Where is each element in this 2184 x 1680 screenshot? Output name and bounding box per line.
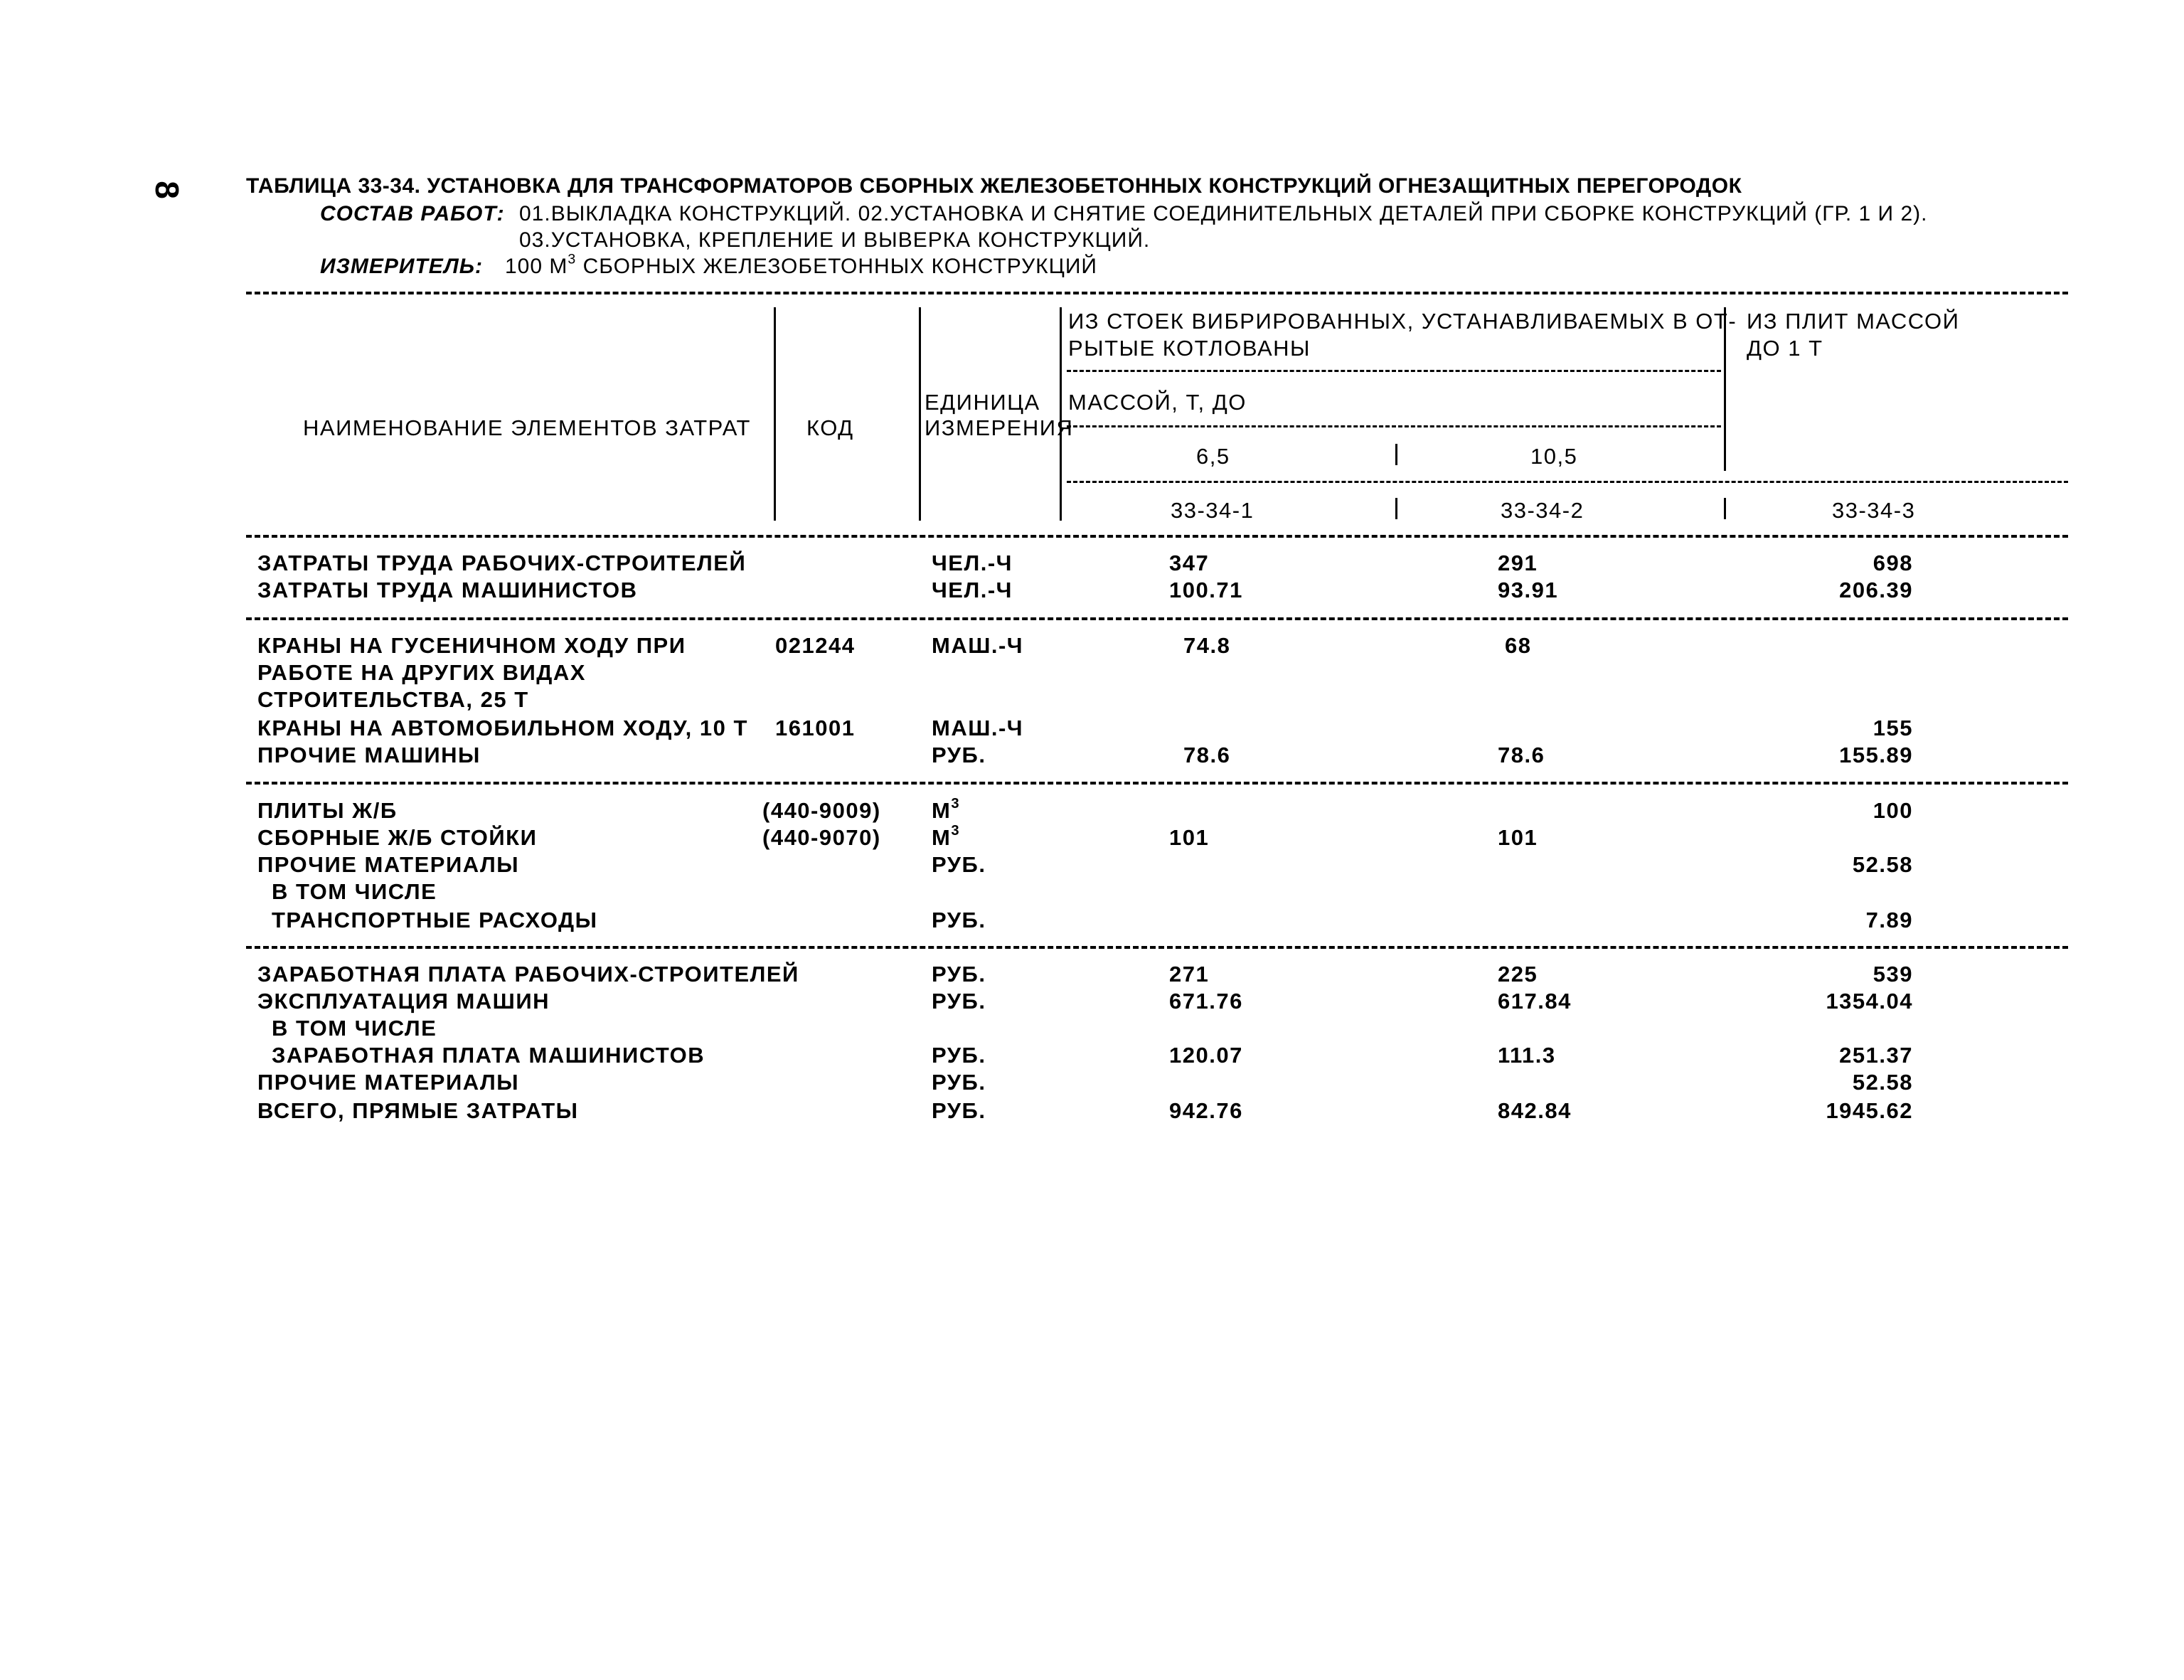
row-value-33-34-1: 271 xyxy=(1169,962,1210,987)
row-unit: РУБ. xyxy=(932,1070,986,1095)
row-name: КРАНЫ НА ГУСЕНИЧНОМ ХОДУ ПРИ xyxy=(257,633,686,658)
row-value-33-34-1: 101 xyxy=(1169,825,1210,850)
header-unit-column-1: ЕДИНИЦА xyxy=(925,390,1040,415)
row-code: (440-9009) xyxy=(762,798,881,823)
row-name: ЭКСПЛУАТАЦИЯ МАШИН xyxy=(257,989,550,1014)
row-unit: РУБ. xyxy=(932,908,986,932)
rule-mass-under xyxy=(1067,425,1721,427)
row-value-33-34-3: 251.37 xyxy=(1839,1043,1913,1068)
header-col-code-3: 33-34-3 xyxy=(1832,498,1916,523)
row-unit: РУБ. xyxy=(932,962,986,987)
row-value-33-34-2: 225 xyxy=(1498,962,1538,987)
row-name: РАБОТЕ НА ДРУГИХ ВИДАХ xyxy=(257,660,586,685)
row-value-33-34-3: 7.89 xyxy=(1865,908,1913,932)
row-code: 161001 xyxy=(775,716,856,740)
rule-section-3 xyxy=(246,782,2068,785)
header-name-column: НАИМЕНОВАНИЕ ЭЛЕМЕНТОВ ЗАТРАТ xyxy=(303,415,751,440)
row-code: (440-9070) xyxy=(762,825,881,850)
header-group-a-line-1: ИЗ СТОЕК ВИБРИРОВАННЫХ, УСТАНАВЛИВАЕМЫХ В ОТ- xyxy=(1068,309,1737,334)
row-name: В ТОМ ЧИСЛЕ xyxy=(272,1016,437,1041)
header-group-b-line-2: ДО 1 Т xyxy=(1747,336,1823,361)
row-value-33-34-2: 101 xyxy=(1498,825,1538,850)
rule-section-4 xyxy=(246,946,2068,949)
row-name: ПЛИТЫ Ж/Б xyxy=(257,798,398,823)
row-value-33-34-2: 78.6 xyxy=(1498,743,1545,767)
vbar-2 xyxy=(919,307,921,521)
header-code-column: КОД xyxy=(806,415,854,440)
row-value-33-34-3: 100 xyxy=(1873,798,1913,823)
page-number: 8 xyxy=(148,181,186,199)
rule-group-a-under xyxy=(1067,370,1721,372)
header-mass-2: 10,5 xyxy=(1530,444,1578,469)
row-value-33-34-2: 617.84 xyxy=(1498,989,1572,1014)
row-value-33-34-3: 52.58 xyxy=(1852,1070,1913,1095)
row-value-33-34-2: 111.3 xyxy=(1498,1043,1556,1068)
row-value-33-34-3: 52.58 xyxy=(1852,852,1913,877)
header-mass-1: 6,5 xyxy=(1196,444,1230,469)
work-composition-line-2: 03.УСТАНОВКА, КРЕПЛЕНИЕ И ВЫВЕРКА КОНСТРУКЦИЙ. xyxy=(519,228,1151,252)
row-name: ВСЕГО, ПРЯМЫЕ ЗАТРАТЫ xyxy=(257,1098,579,1123)
row-name: ЗАТРАТЫ ТРУДА РАБОЧИХ-СТРОИТЕЛЕЙ xyxy=(257,551,747,575)
row-value-33-34-3: 155.89 xyxy=(1839,743,1913,767)
vbar-5 xyxy=(1395,444,1397,465)
row-unit: $М^3$ xyxy=(932,822,961,850)
row-unit: РУБ. xyxy=(932,1043,986,1068)
row-name: ТРАНСПОРТНЫЕ РАСХОДЫ xyxy=(272,908,598,932)
rule-section-2 xyxy=(246,617,2068,620)
row-name: ЗАТРАТЫ ТРУДА МАШИНИСТОВ xyxy=(257,578,638,602)
header-group-a-line-2: РЫТЫЕ КОТЛОВАНЫ xyxy=(1068,336,1311,361)
row-value-33-34-1: 942.76 xyxy=(1169,1098,1243,1123)
header-col-code-2: 33-34-2 xyxy=(1501,498,1584,523)
row-unit: ЧЕЛ.-Ч xyxy=(932,578,1013,602)
row-name: ЗАРАБОТНАЯ ПЛАТА РАБОЧИХ-СТРОИТЕЛЕЙ xyxy=(257,962,799,987)
row-value-33-34-3: 206.39 xyxy=(1839,578,1913,602)
row-code: 021244 xyxy=(775,633,856,658)
measure-label: ИЗМЕРИТЕЛЬ: xyxy=(320,255,483,278)
row-value-33-34-1: 671.76 xyxy=(1169,989,1243,1014)
rule-header-bottom xyxy=(246,535,2068,538)
row-value-33-34-2: 842.84 xyxy=(1498,1098,1572,1123)
header-group-b-line-1: ИЗ ПЛИТ МАССОЙ xyxy=(1747,309,1960,334)
row-name: ПРОЧИЕ МАТЕРИАЛЫ xyxy=(257,852,520,877)
row-name: ЗАРАБОТНАЯ ПЛАТА МАШИНИСТОВ xyxy=(272,1043,705,1068)
row-value-33-34-3: 1354.04 xyxy=(1826,989,1913,1014)
rule-mass-values-under xyxy=(1067,481,2068,483)
vbar-3 xyxy=(1060,307,1062,521)
row-unit: РУБ. xyxy=(932,1098,986,1123)
row-unit: $М^3$ xyxy=(932,795,961,823)
row-unit: МАШ.-Ч xyxy=(932,633,1024,658)
row-value-33-34-3: 698 xyxy=(1873,551,1913,575)
row-value-33-34-1: 78.6 xyxy=(1183,743,1231,767)
row-name: ПРОЧИЕ МАШИНЫ xyxy=(257,743,481,767)
row-name: ПРОЧИЕ МАТЕРИАЛЫ xyxy=(257,1070,520,1095)
vbar-6 xyxy=(1395,498,1397,519)
row-name: СТРОИТЕЛЬСТВА, 25 Т xyxy=(257,687,529,712)
row-unit: РУБ. xyxy=(932,743,986,767)
row-value-33-34-3: 539 xyxy=(1873,962,1913,987)
row-name: В ТОМ ЧИСЛЕ xyxy=(272,879,437,904)
row-unit: РУБ. xyxy=(932,852,986,877)
row-name: КРАНЫ НА АВТОМОБИЛЬНОМ ХОДУ, 10 Т xyxy=(257,716,748,740)
row-unit: ЧЕЛ.-Ч xyxy=(932,551,1013,575)
row-value-33-34-2: 68 xyxy=(1505,633,1532,658)
row-value-33-34-1: 100.71 xyxy=(1169,578,1243,602)
row-value-33-34-1: 347 xyxy=(1169,551,1210,575)
row-unit: МАШ.-Ч xyxy=(932,716,1024,740)
row-value-33-34-1: 74.8 xyxy=(1183,633,1231,658)
row-value-33-34-2: 291 xyxy=(1498,551,1538,575)
row-value-33-34-3: 155 xyxy=(1873,716,1913,740)
header-col-code-1: 33-34-1 xyxy=(1171,498,1255,523)
header-mass-label: МАССОЙ, Т, ДО xyxy=(1068,390,1247,415)
row-value-33-34-2: 93.91 xyxy=(1498,578,1559,602)
row-unit: РУБ. xyxy=(932,989,986,1014)
row-value-33-34-1: 120.07 xyxy=(1169,1043,1243,1068)
measure-value: 100 $М^3$ СБОРНЫХ ЖЕЛЕЗОБЕТОННЫХ КОНСТРУКЦИЙ xyxy=(505,251,1097,278)
work-composition-label: СОСТАВ РАБОТ: xyxy=(320,202,505,225)
work-composition-line-1: 01.ВЫКЛАДКА КОНСТРУКЦИЙ. 02.УСТАНОВКА И СНЯТИЕ СОЕДИНИТЕЛЬНЫХ ДЕТАЛЕЙ ПРИ СБОРКЕ КОНСТРУКЦИЙ (ГР. 1 И 2). xyxy=(519,202,1928,225)
rule-top xyxy=(246,292,2068,294)
table-title: ТАБЛИЦА 33-34. УСТАНОВКА ДЛЯ ТРАНСФОРМАТОРОВ СБОРНЫХ ЖЕЛЕЗОБЕТОННЫХ КОНСТРУКЦИЙ ОГНЕЗАЩИТНЫХ ПЕРЕГОРОДОК xyxy=(246,174,1742,198)
vbar-1 xyxy=(774,307,776,521)
header-unit-column-2: ИЗМЕРЕНИЯ xyxy=(925,415,1074,440)
vbar-7 xyxy=(1724,498,1726,519)
row-value-33-34-3: 1945.62 xyxy=(1826,1098,1913,1123)
row-name: СБОРНЫЕ Ж/Б СТОЙКИ xyxy=(257,825,538,850)
